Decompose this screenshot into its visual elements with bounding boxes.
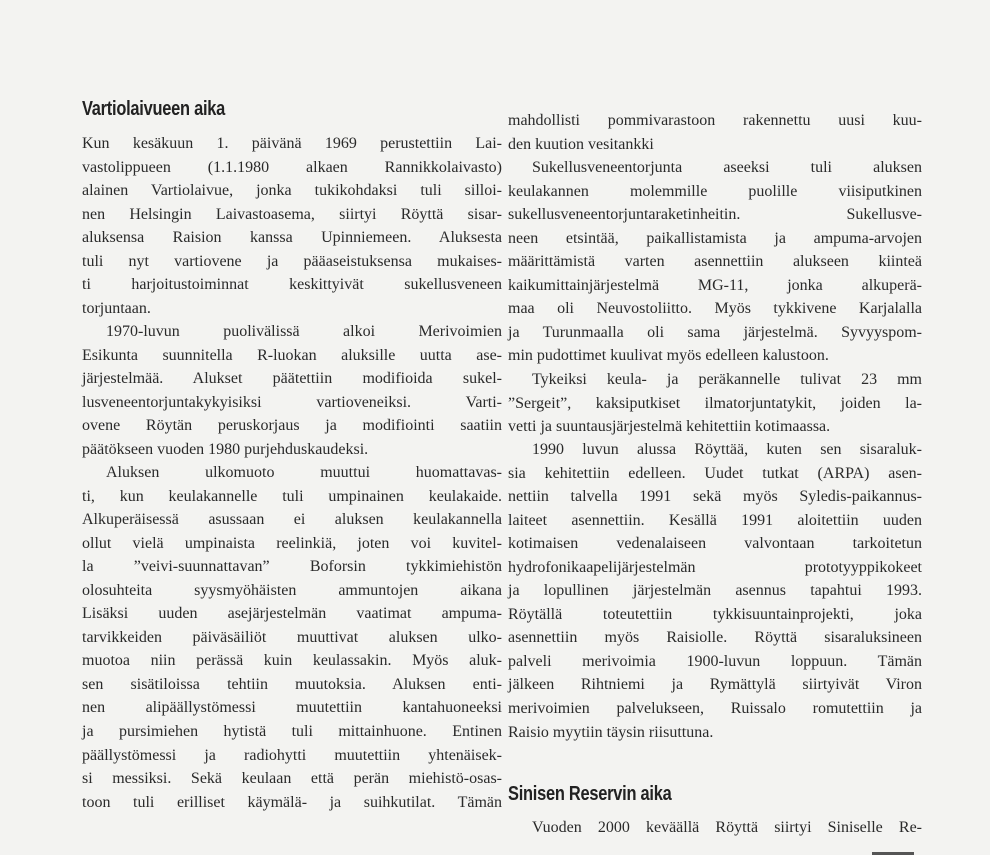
text-line: nen Helsingin Laivastoasema, siirtyi Röyttä sisar- xyxy=(82,205,502,223)
text-line: sukellusveneentorjuntaraketinheitin. Sukellusve- xyxy=(508,206,922,224)
text-line: ovene Röytän peruskorjaus ja modifiointi saatiin xyxy=(82,417,502,435)
text-line: ja Turunmaalla oli sama järjestelmä. Syvyyspom- xyxy=(508,323,922,341)
paragraph xyxy=(508,368,922,439)
text-line: si messiksi. Sekä keulaan että perän miehistö-osas- xyxy=(82,770,502,788)
text-line: 1970-luvun puolivälissä alkoi Merivoimien xyxy=(106,323,502,340)
text-line: lusveneentorjuntakykyisiksi vartioveneiksi. Varti- xyxy=(82,393,502,411)
text-line: Lisäksi uuden asejärjestelmän vaatimat ampuma- xyxy=(82,605,502,623)
text-line: laiteet asennettiin. Kesällä 1991 aloitettiin uuden xyxy=(508,511,922,529)
text-line: tarvikkeiden päiväsäiliöt muuttivat aluksen ulko- xyxy=(82,628,502,646)
text-line: sia kehitettiin edelleen. Uudet tutkat (ARPA) asen- xyxy=(508,464,922,482)
text-line: päällystömessi ja radiohytti muutettiin yhtenäisek- xyxy=(82,746,502,764)
text-line: Sukellusveneentorjunta aseeksi tuli aluksen xyxy=(532,159,922,176)
text-line: muotoa niin perässä kuin keulassakin. Myös aluk- xyxy=(82,652,502,670)
text-line: ti harjoitustoiminnat keskittyivät sukellusveneen xyxy=(82,276,502,294)
text-line: neen etsintää, paikallistamista ja ampuma-arvojen xyxy=(508,229,922,247)
text-line: torjuntaan. xyxy=(82,299,151,317)
text-line: min pudottimet kuulivat myös edelleen kalustoon. xyxy=(508,347,829,365)
text-line: jälkeen Rihtniemi ja Rymättylä siirtyivät Viron xyxy=(508,676,922,694)
text-line: merivoimien palvelukseen, Ruissalo romutettiin ja xyxy=(508,700,922,718)
text-line: maa oli Neuvostoliitto. Myös tykkivene Karjalalla xyxy=(508,300,922,318)
paragraph xyxy=(82,320,502,461)
section-heading-sinisen-reservin-aika: Sinisen Reservin aika xyxy=(508,783,672,805)
paragraph xyxy=(508,438,922,744)
text-line: Vuoden 2000 keväällä Röyttä siirtyi Siniselle Re- xyxy=(532,819,922,836)
text-line: Tykeiksi keula- ja peräkannelle tulivat 23 mm xyxy=(532,371,922,388)
text-line: palveli merivoimia 1900-luvun loppuun. Tämän xyxy=(508,652,922,670)
text-line: asennettiin myös Raisiolle. Röyttä sisaraluksineen xyxy=(508,629,922,647)
text-line: Alkuperäisessä asussaan ei aluksen keulakannella xyxy=(82,511,502,529)
text-line: järjestelmää. Alukset päätettiin modifioida sukel- xyxy=(82,370,502,388)
paragraph xyxy=(508,816,922,840)
text-line: keulakannen molemmille puolille viisiputkinen xyxy=(508,182,922,200)
text-line: määrittämistä varten asennettiin alukseen kiinteä xyxy=(508,253,922,271)
text-line: ja pursimiehen hytistä tuli mittainhuone. Entinen xyxy=(82,723,502,741)
text-line: Röytällä toteutettiin tykkisuuntainprojekti, joka xyxy=(508,605,922,623)
text-line: kotimaisen vedenalaiseen valvontaan tarkoitetun xyxy=(508,535,922,553)
text-line: päätökseen vuoden 1980 purjehduskaudeksi. xyxy=(82,440,369,458)
paragraph xyxy=(82,132,502,320)
text-line: ja lopullinen järjestelmän asennus tapahtui 1993. xyxy=(508,582,922,600)
paragraph xyxy=(508,156,922,368)
text-line: Raisio myytiin täysin riisuttuna. xyxy=(508,723,714,741)
text-line: kaikumittainjärjestelmä MG-11, jonka alkuperä- xyxy=(508,276,922,294)
paragraph xyxy=(508,109,922,156)
text-line: ollut vielä umpinaista reelinkiä, joten voi kuvitel- xyxy=(82,534,502,552)
text-line: la ”veivi-suunnattavan” Boforsin tykkimiehistön xyxy=(82,558,502,576)
text-line: ”Sergeit”, kaksiputkiset ilmatorjuntatykit, joiden la- xyxy=(508,394,922,412)
text-line: Aluksen ulkomuoto muuttui huomattavas- xyxy=(106,464,502,481)
text-line: hydrofonikaapelijärjestelmän prototyyppikokeet xyxy=(508,558,922,576)
text-line: toon tuli erilliset käymälä- ja suihkutilat. Tämän xyxy=(82,793,502,811)
text-line: mahdollisti pommivarastoon rakennettu uusi kuu- xyxy=(508,112,922,129)
section-heading-vartiolaivueen-aika: Vartiolaivueen aika xyxy=(82,98,226,120)
text-line: alainen Vartiolaivue, jonka tukikohdaksi tuli silloi- xyxy=(82,182,502,200)
text-line: Esikunta suunnitella R-luokan aluksille uutta ase- xyxy=(82,346,502,364)
text-line: nettiin talvella 1991 sekä myös Syledis-paikannus- xyxy=(508,488,922,506)
text-line: den kuution vesitankki xyxy=(508,135,654,153)
paragraph xyxy=(82,461,502,814)
text-line: Kun kesäkuun 1. päivänä 1969 perustettiin Lai- xyxy=(82,135,502,152)
text-line: ti, kun keulakannelle tuli umpinainen keulakaide. xyxy=(82,487,502,505)
text-line: olosuhteita syysmyöhäisten ammuntojen aikana xyxy=(82,581,502,599)
text-line: nen alipäällystömessi muutettiin kantahuoneeksi xyxy=(82,699,502,717)
text-line: vetti ja suuntausjärjestelmä kehitettiin kotimaassa. xyxy=(508,418,831,436)
text-line: aluksensa Raision kanssa Upinniemeen. Aluksesta xyxy=(82,229,502,247)
text-line: sen sisätiloissa tehtiin muutoksia. Aluksen enti- xyxy=(82,675,502,693)
text-line: tuli nyt vartiovene ja pääaseistuksensa mukaises- xyxy=(82,252,502,270)
text-line: 1990 luvun alussa Röyttää, kuten sen sisaraluk- xyxy=(532,441,922,458)
text-line: vastolippueen (1.1.1980 alkaen Rannikkolaivasto) xyxy=(82,158,502,176)
